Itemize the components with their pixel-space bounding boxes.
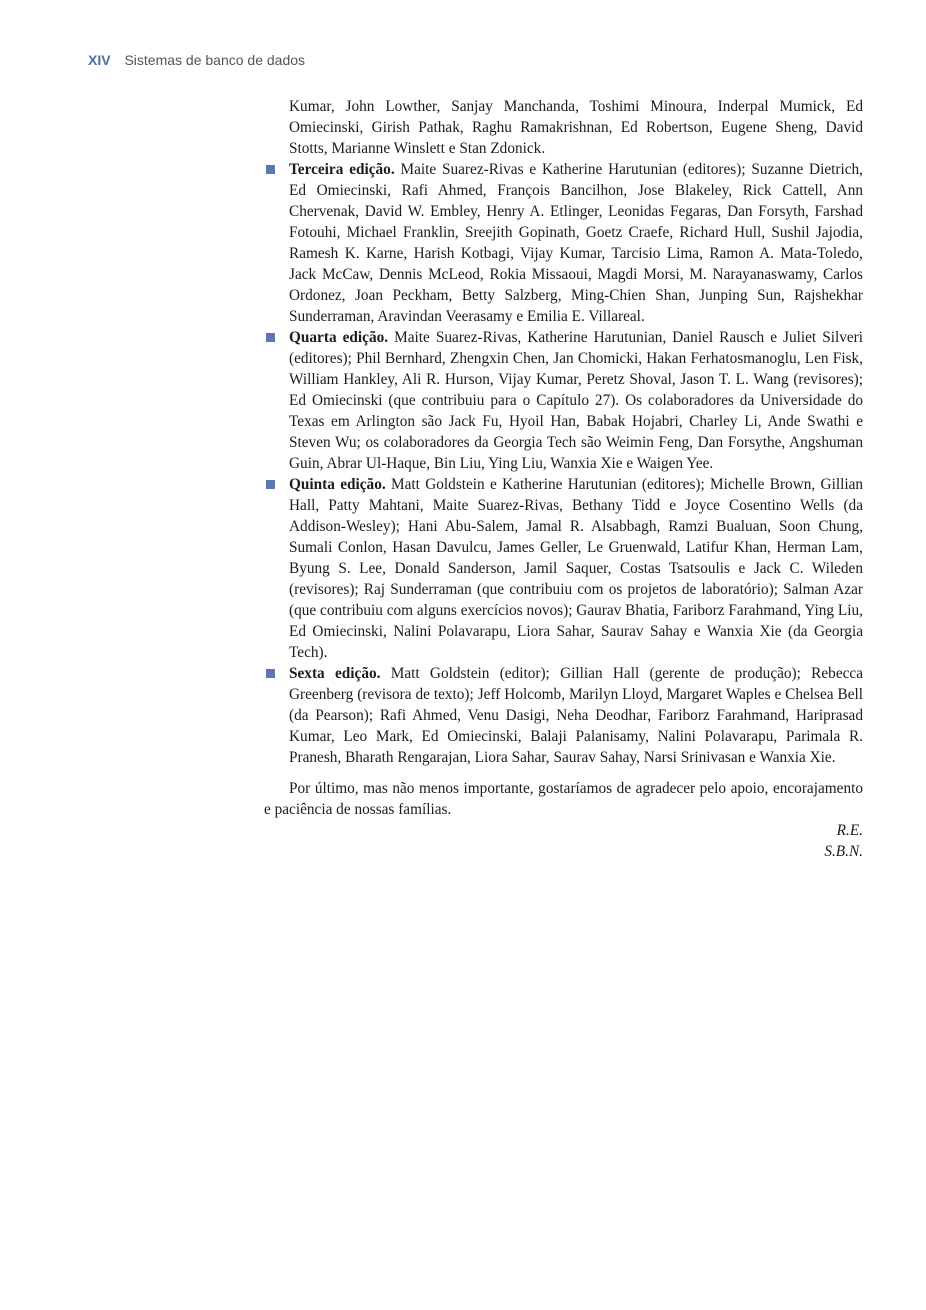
edition-text: Maite Suarez-Rivas e Katherine Harutunian (editores); Suzanne Dietrich, Ed Omiecinski, Rafi Ahmed, François Bancilhon, Jose Blakeley, Rick Cattell, Ann Chervenak, David W. Embley, Henry A. Etlinger, Leonidas Fegaras, Dan Forsyth, Farshad Fotouhi, Michael Franklin, Sreejith Gopinath, Goetz Craefe, Richard Hull, Sushil Jajodia, Ramesh K. Karne, Harish Kotbagi, Vijay Kumar, Tarcisio Lima, Ramon A. Mata-Toledo, Jack McCaw, Dennis McLeod, Rokia Missaoui, Magdi Morsi, M. Narayanaswamy, Carlos Ordonez, Joan Peckham, Betty Salzberg, Ming-Chien Shan, Junping Sun, Rajshekhar Sunderraman, Aravindan Veerasamy e Emilia E. Villareal. — [289, 161, 863, 325]
edition-heading: Quarta edição. — [289, 329, 389, 346]
edition-item-fifth — [264, 474, 863, 663]
continuation-paragraph: Kumar, John Lowther, Sanjay Manchanda, Toshimi Minoura, Inderpal Mumick, Ed Omiecinski, Girish Pathak, Raghu Ramakrishnan, Ed Robertson, Eugene Sheng, David Stotts, Marianne Winslett e Stan Zdonick. — [289, 98, 863, 157]
edition-text: Maite Suarez-Rivas, Katherine Harutunian, Daniel Rausch e Juliet Silveri (editores); Phil Bernhard, Zhengxin Chen, Jan Chomicki, Hakan Ferhatosmanoglu, Len Fisk, William Hankley, Ali R. Hurson, Vijay Kumar, Peretz Shoval, Jason T. L. Wang (revisores); Ed Omiecinski (que contribuiu para o Capítulo 27). Os colaboradores da Universidade do Texas em Arlington são Jack Fu, Hyoil Han, Babak Hojabri, Charley Li, Ande Swathi e Steven Wu; os colaboradores da Georgia Tech são Weimin Feng, Dan Forsythe, Angshuman Guin, Abrar Ul-Haque, Bin Liu, Ying Liu, Wanxia Xie e Waigen Yee. — [289, 329, 864, 472]
page-number: XIV — [88, 52, 111, 68]
signature-sbn: S.B.N. — [824, 843, 863, 860]
book-title: Sistemas de banco de dados — [124, 52, 306, 68]
edition-item-fourth — [264, 327, 863, 474]
bullet-square-icon — [266, 480, 275, 489]
edition-item-third — [264, 159, 863, 327]
bullet-square-icon — [266, 165, 275, 174]
edition-heading: Sexta edição. — [289, 665, 381, 682]
running-head — [88, 52, 305, 68]
edition-heading: Terceira edição. — [289, 161, 395, 178]
bullet-square-icon — [266, 669, 275, 678]
bullet-square-icon — [266, 333, 275, 342]
edition-text: Matt Goldstein (editor); Gillian Hall (gerente de produção); Rebecca Greenberg (revisora de texto); Jeff Holcomb, Marilyn Lloyd, Margaret Waples e Chelsea Bell (da Pearson); Rafi Ahmed, Venu Dasigi, Neha Deodhar, Fariborz Farahmand, Hariprasad Kumar, Leo Mark, Ed Omiecinski, Balaji Palanisamy, Nalini Polavarapu, Parimala R. Pranesh, Bharath Rengarajan, Liora Sahar, Saurav Sahay, Narsi Srinivasan e Wanxia Xie. — [289, 665, 863, 766]
acknowledgments-body — [264, 96, 863, 862]
edition-text: Matt Goldstein e Katherine Harutunian (editores); Michelle Brown, Gillian Hall, Patty Mahtani, Maite Suarez-Rivas, Bethany Tidd e Joyce Cosentino Wells (da Addison-Wesley); Hani Abu-Salem, Jamal R. Alsabbagh, Ramzi Bualuan, Soon Chung, Sumali Conlon, Hasan Davulcu, James Geller, Le Gruenwald, Latifur Khan, Herman Lam, Byung S. Lee, Donald Sanderson, Jamil Saquer, Costas Tsatsoulis e Jack C. Wileden (revisores); Raj Sunderraman (que contribuiu com os projetos de laboratório); Salman Azar (que contribuiu com alguns exercícios novos); Gaurav Bhatia, Fariborz Farahmand, Ying Liu, Ed Omiecinski, Nalini Polavarapu, Liora Sahar, Saurav Sahay e Wanxia Xie (da Georgia Tech). — [289, 476, 864, 661]
edition-item-sixth — [264, 663, 863, 768]
signature-re: R.E. — [836, 822, 863, 839]
closing-paragraph: Por último, mas não menos importante, gostaríamos de agradecer pelo apoio, encorajamento e paciência de nossas famílias. — [264, 780, 863, 818]
edition-heading: Quinta edição. — [289, 476, 386, 493]
